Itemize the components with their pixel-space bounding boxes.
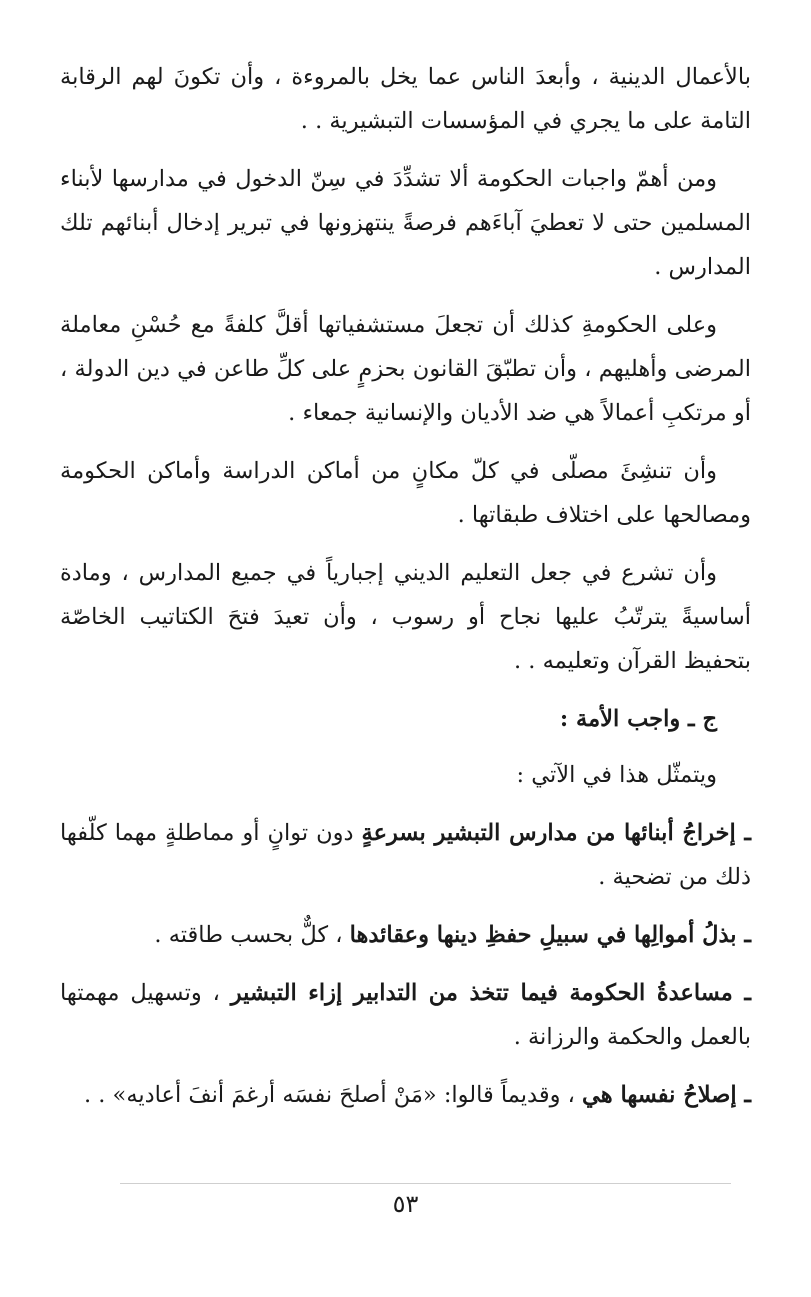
list-item bbox=[60, 1073, 751, 1117]
paragraph-2: ومن أهمّ واجبات الحكومة ألا تشدِّدَ في سِنّ الدخول في مدارسها لأبناء المسلمين حتى لا تعطيَ آباءَهم فرصةً ينتهزونها في تبرير إدخال أبنائهم تلك المدارس . bbox=[60, 166, 751, 280]
list-item-text: ، كلٌّ بحسب طاقته . bbox=[154, 922, 350, 948]
list-item-bold: ـ إصلاحُ نفسها هي bbox=[582, 1082, 751, 1108]
list-item bbox=[60, 913, 751, 957]
list-item bbox=[60, 971, 751, 1059]
list-item-bold: ـ إخراجُ أبنائها من مدارس التبشير بسرعةٍ bbox=[361, 820, 751, 846]
list-item-text: ، وقديماً قالوا: «مَنْ أصلحَ نفسَه أرغمَ أنفَ أعاديه» . . bbox=[83, 1082, 583, 1108]
paragraph-5: وأن تشرع في جعل التعليم الديني إجبارياً في جميع المدارس ، ومادة أساسيةً يترتّبُ عليها نجاح أو رسوب ، وأن تعيدَ فتحَ الكتاتيب الخاصّة بتحفيظ القرآن وتعليمه . . bbox=[60, 560, 751, 674]
paragraph-1: بالأعمال الدينية ، وأبعدَ الناس عما يخل بالمروءة ، وأن تكونَ لهم الرقابة التامة على ما يجري في المؤسسات التبشيرية . . bbox=[60, 64, 751, 134]
footer-divider bbox=[120, 1183, 731, 1184]
list-item-bold: ـ بذلُ أموالِها في سبيلِ حفظِ دينها وعقائدها bbox=[349, 922, 751, 948]
list-item-bold: ـ مساعدةُ الحكومة فيما تتخذ من التدابير إزاء التبشير bbox=[230, 980, 751, 1006]
paragraph-3: وعلى الحكومةِ كذلك أن تجعلَ مستشفياتها أقلَّ كلفةً مع حُسْنِ معاملة المرضى وأهليهم ، وأن تطبّقَ القانون بحزمٍ على كلِّ طاعن في دين الدولة ، أو مرتكبِ أعمالاً هي ضد الأديان والإنسانية جمعاء . bbox=[60, 312, 751, 426]
section-intro: ويتمثّل هذا في الآتي : bbox=[516, 762, 717, 788]
list-item-text: ، وتسهيل مهمتها بالعمل والحكمة والرزانة . bbox=[60, 980, 751, 1050]
paragraph-4: وأن تنشِئَ مصلّى في كلّ مكانٍ من أماكن الدراسة وأماكن الحكومة ومصالحها على اختلاف طبقاتها . bbox=[60, 458, 751, 528]
list-item bbox=[60, 811, 751, 899]
section-heading: ج ـ واجب الأمة : bbox=[559, 706, 717, 732]
page-number: ٥٣ bbox=[392, 1190, 419, 1218]
list-item-text: دون توانٍ أو مماطلةٍ مهما كلّفها ذلك من تضحية . bbox=[60, 820, 751, 890]
page-body bbox=[60, 55, 751, 1131]
